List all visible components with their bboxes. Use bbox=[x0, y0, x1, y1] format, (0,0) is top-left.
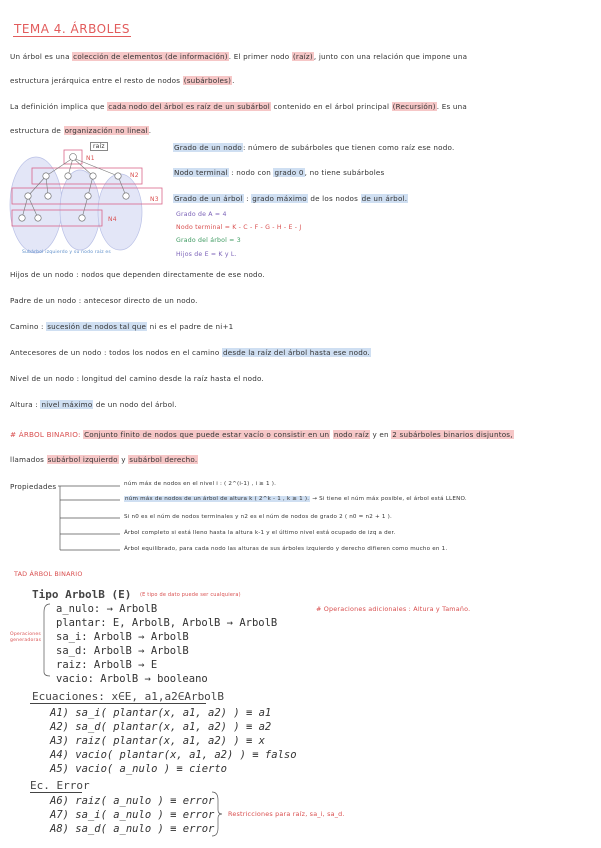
eq-a2: A2) sa_d( plantar(x, a1, a2) ) ≡ a2 bbox=[50, 721, 272, 733]
eq-a1: A1) sa_i( plantar(x, a1, a2) ) ≡ a1 bbox=[50, 707, 272, 719]
op-vacio: vacio: ArbolB → booleano bbox=[56, 673, 208, 685]
tad-header: TAD ÁRBOL BINARIO bbox=[14, 570, 83, 578]
tad-tipo-note: (E tipo de dato puede ser cualquiera) bbox=[140, 592, 241, 598]
intro-line-4: estructura de organización no lineal. bbox=[10, 126, 152, 135]
ops-label: Operaciones generadoras bbox=[10, 632, 42, 643]
eq-a5: A5) vacio( a_nulo ) ≡ cierto bbox=[50, 763, 228, 775]
ecuaciones-header: Ecuaciones: x∈E, a1,a2∈ArbolB bbox=[32, 690, 225, 703]
ops-bracket bbox=[42, 602, 52, 678]
error-header: Ec. Error bbox=[30, 779, 90, 792]
prop-4: Árbol completo si está lleno hasta la altura k-1 y el último nivel está ocupado de izq a der. bbox=[124, 530, 396, 536]
propiedades-brace bbox=[58, 480, 124, 556]
prop-5: Árbol equilibrado, para cada nodo las alturas de sus árboles izquierdo y derecho difieren como mucho en 1. bbox=[124, 546, 448, 552]
level-n3: N3 bbox=[150, 196, 159, 203]
op-sa-i: sa_i: ArbolB → ArbolB bbox=[56, 631, 189, 643]
diagram-caption: Subárbol izquierdo y su nodo raíz es bbox=[22, 250, 111, 255]
raiz-label: raíz bbox=[90, 142, 108, 151]
eq-a4: A4) vacio( plantar(x, a1, a2) ) ≡ falso bbox=[50, 749, 297, 761]
op-raiz: raiz: ArbolB → E bbox=[56, 659, 158, 671]
def-camino: Camino : sucesión de nodos tal que ni es el padre de ni+1 bbox=[10, 322, 234, 331]
level-n4: N4 bbox=[108, 216, 117, 223]
prop-3: Si n0 es el núm de nodos terminales y n2 es el núm de nodos de grado 2 ( n0 = n2 + 1 ). bbox=[124, 514, 392, 520]
def-antecesores: Antecesores de un nodo : todos los nodos en el camino desde la raíz del árbol hasta ese nodo. bbox=[10, 348, 370, 357]
eq-a3: A3) raiz( plantar(x, a1, a2) ) ≡ x bbox=[50, 735, 265, 747]
example-grado-arbol: Grado del árbol = 3 bbox=[176, 237, 241, 244]
example-grado-a: Grado de A = 4 bbox=[176, 211, 227, 218]
error-note: Restricciones para raíz, sa_i, sa_d. bbox=[228, 810, 345, 818]
example-terminal: Nodo terminal = K - C - F - G - H - E - J bbox=[176, 224, 302, 231]
extra-ops-note: # Operaciones adicionales : Altura y Tamaño. bbox=[316, 605, 471, 613]
eq-a8: A8) sa_d( a_nulo ) ≡ error bbox=[50, 823, 215, 835]
eq-a7: A7) sa_i( a_nulo ) ≡ error bbox=[50, 809, 215, 821]
def-altura: Altura : nivel máximo de un nodo del árbol. bbox=[10, 400, 177, 409]
intro-line-3: La definición implica que cada nodo del árbol es raíz de un subárbol contenido en el árbol principal (Recursión). Es una bbox=[10, 102, 467, 111]
def-padre: Padre de un nodo : antecesor directo de un nodo. bbox=[10, 296, 198, 305]
error-brace bbox=[210, 790, 224, 838]
binario-line-2: llamados subárbol izquierdo y subárbol derecho. bbox=[10, 455, 198, 464]
grado-nodo: Grado de un nodo: número de subárboles que tienen como raíz ese nodo. bbox=[174, 143, 455, 152]
binario-line-1: # ÁRBOL BINARIO: Conjunto finito de nodos que puede estar vacío o consistir en un nodo raíz y en 2 subárboles binarios disjuntos, bbox=[10, 430, 513, 439]
propiedades-label: Propiedades bbox=[10, 482, 57, 491]
tad-tipo: Tipo ArbolB (E) bbox=[32, 588, 132, 601]
prop-1: núm máx de nodos en el nivel i : ( 2^(i-1) , i ≥ 1 ). bbox=[124, 481, 277, 487]
level-n2: N2 bbox=[130, 172, 139, 179]
level-n1: N1 bbox=[86, 155, 95, 162]
intro-line-2: estructura jerárquica entre el resto de nodos (subárboles). bbox=[10, 76, 235, 85]
prop-2: núm máx de nodos de un árbol de altura k ( 2^k - 1 , k ≥ 1 ). → Si tiene el núm máx posible, el árbol está LLENO. bbox=[125, 496, 467, 502]
page-title: TEMA 4. ÁRBOLES bbox=[14, 22, 130, 36]
example-hijos: Hijos de E = K y L. bbox=[176, 251, 237, 258]
def-nivel: Nivel de un nodo : longitud del camino desde la raíz hasta el nodo. bbox=[10, 374, 264, 383]
grado-arbol: Grado de un árbol : grado máximo de los nodos de un árbol. bbox=[174, 194, 408, 203]
ecuaciones-underline bbox=[30, 703, 206, 704]
eq-a6: A6) raiz( a_nulo ) ≡ error bbox=[50, 795, 215, 807]
title-underline bbox=[13, 36, 131, 37]
nodo-terminal: Nodo terminal : nodo con grado 0, no tiene subárboles bbox=[174, 168, 385, 177]
op-a-nulo: a_nulo: → ArbolB bbox=[56, 603, 158, 615]
def-hijos: Hijos de un nodo : nodos que dependen directamente de ese nodo. bbox=[10, 270, 265, 279]
error-underline bbox=[30, 792, 82, 793]
op-sa-d: sa_d: ArbolB → ArbolB bbox=[56, 645, 189, 657]
intro-line-1: Un árbol es una colección de elementos (de información). El primer nodo (raíz), junto con una relación que impone una bbox=[10, 52, 468, 61]
op-plantar: plantar: E, ArbolB, ArbolB → ArbolB bbox=[56, 617, 278, 629]
